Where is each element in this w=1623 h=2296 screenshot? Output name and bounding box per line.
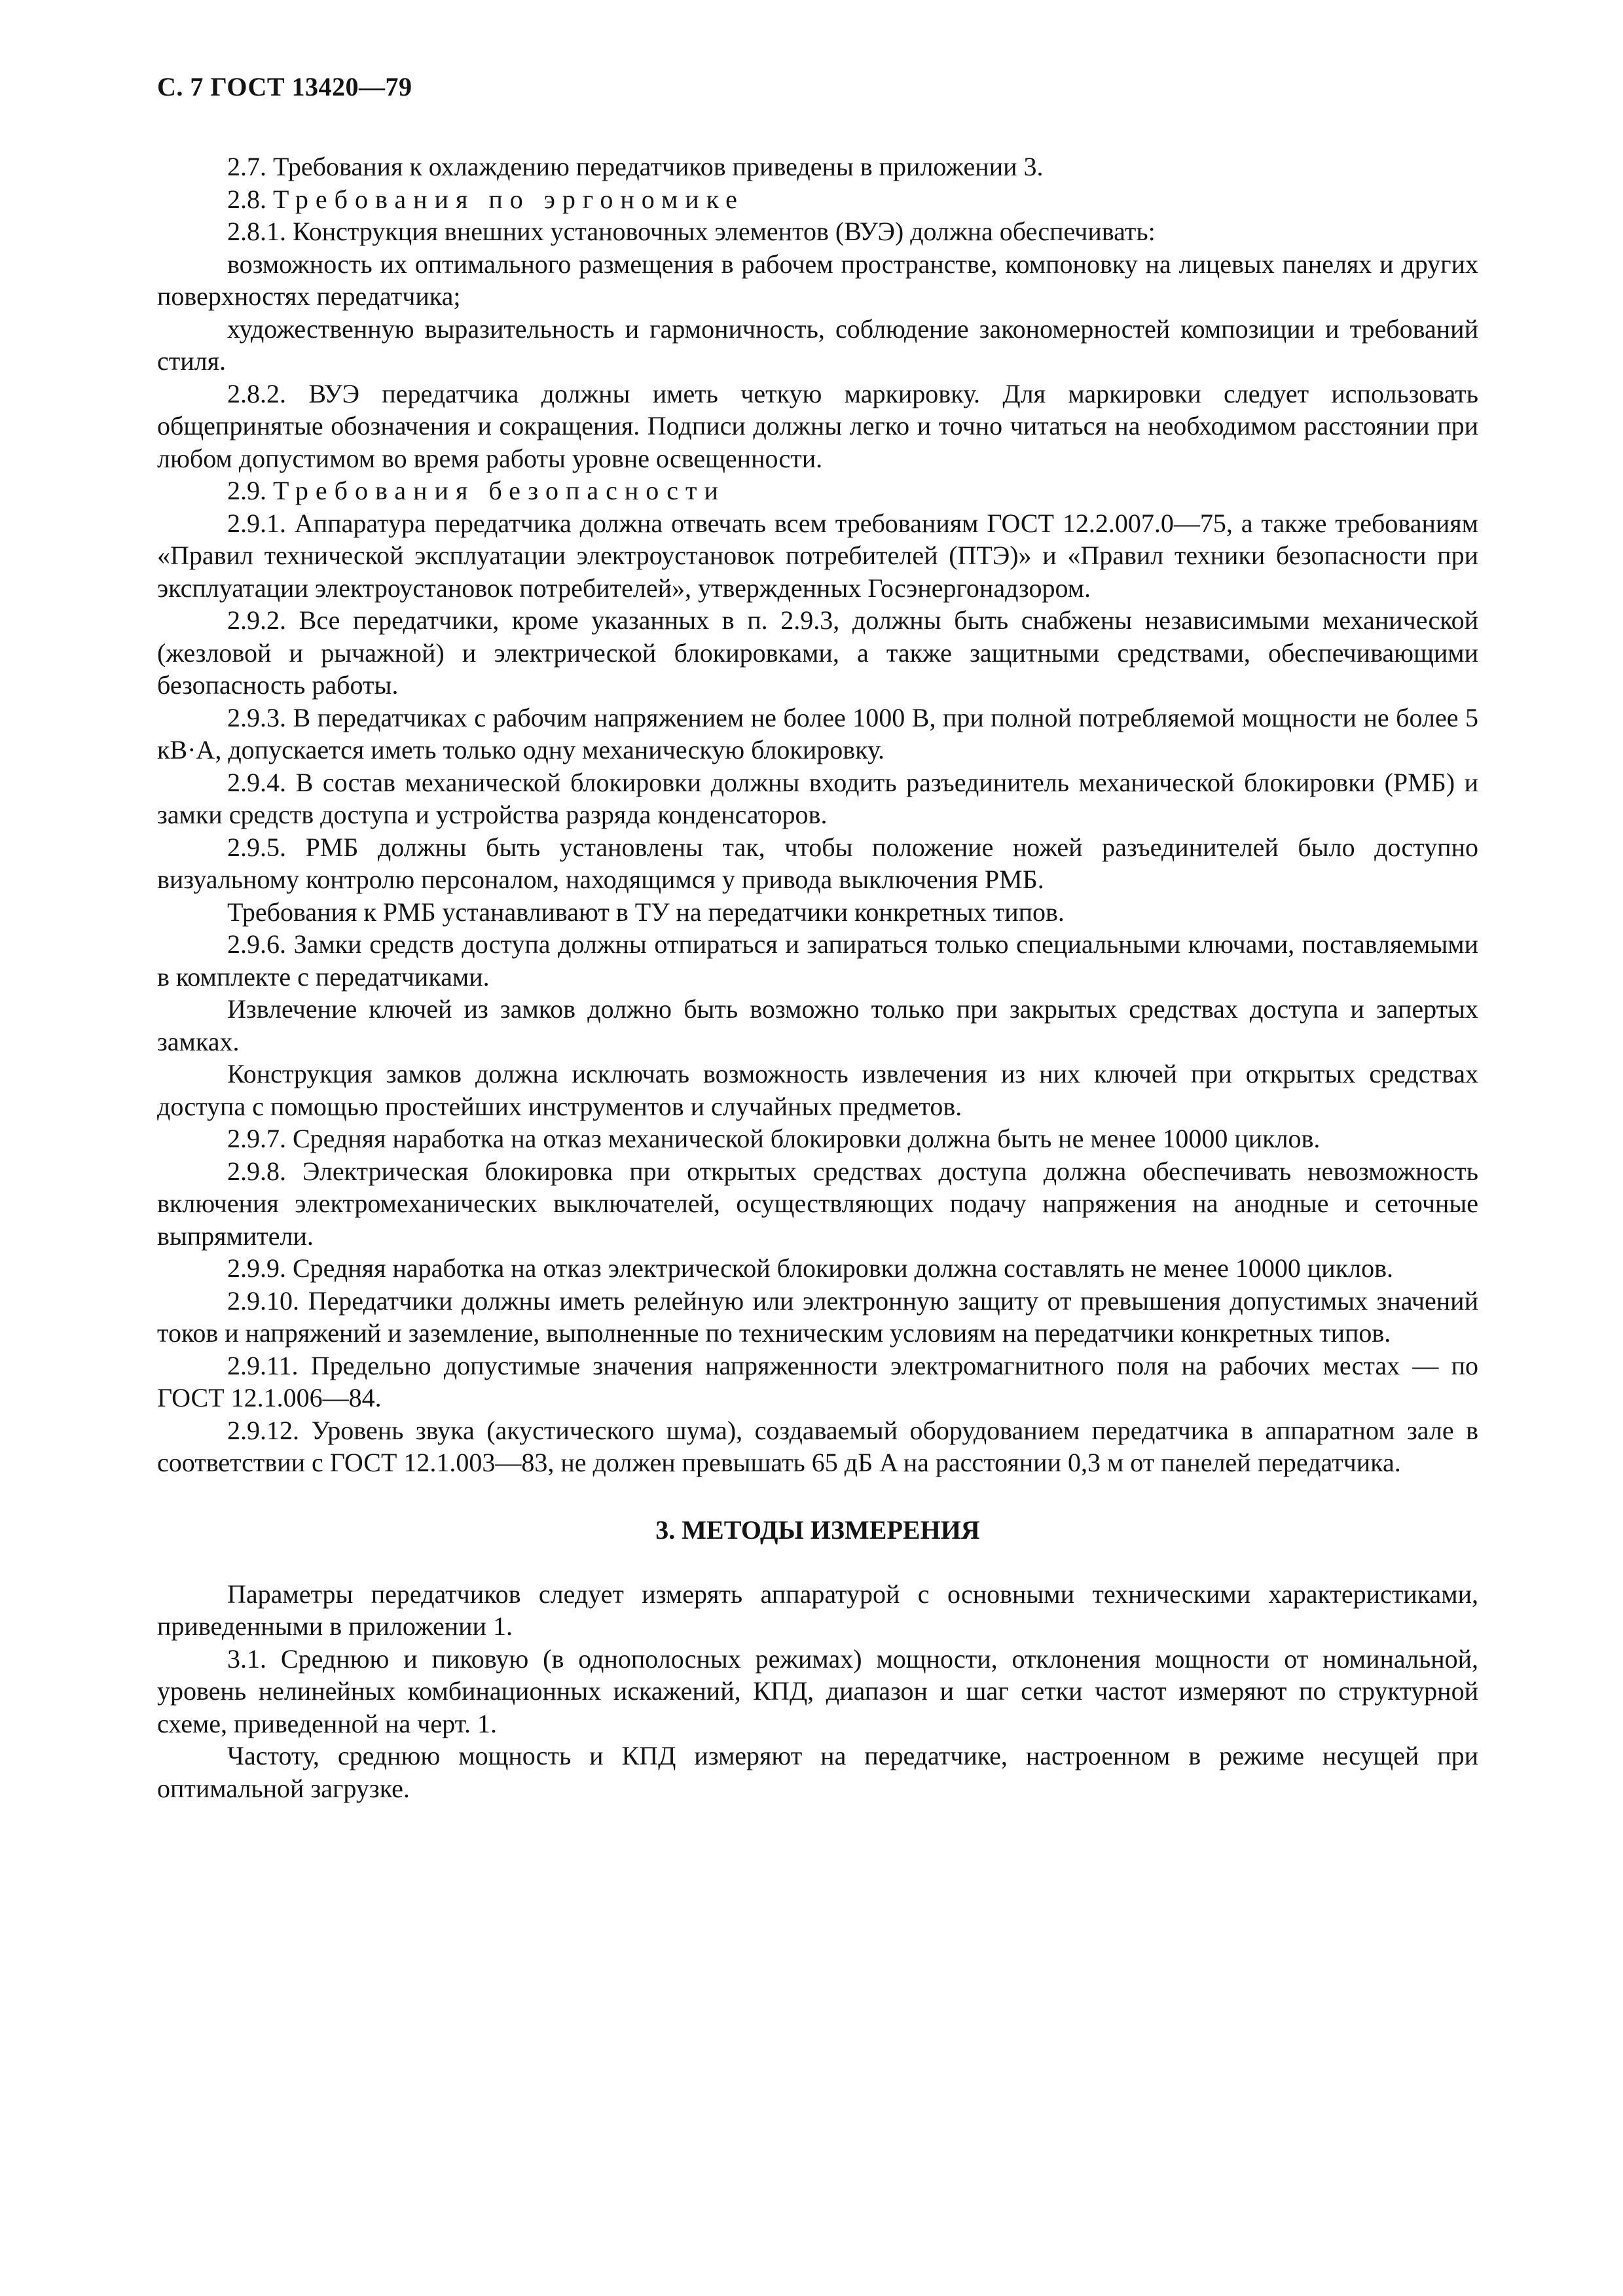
paragraph-2-9-5: 2.9.5. РМБ должны быть установлены так, чтобы положение ножей разъединителей было доступно визуальному контролю персоналом, находящимся у привода выключения РМБ.: [157, 832, 1478, 894]
section-title-measurement-methods: 3. МЕТОДЫ ИЗМЕРЕНИЯ: [655, 1515, 980, 1545]
paragraph-2-9-9: 2.9.9. Средняя наработка на отказ электрической блокировки должна составлять не менее 10000 циклов.: [227, 1253, 1393, 1283]
paragraph-2-9-4: 2.9.4. В состав механической блокировки должны входить разъединитель механической блокировки (РМБ) и замки средств доступа и устройства разряда конденсаторов.: [157, 767, 1479, 829]
paragraph-2-9-12: 2.9.12. Уровень звука (акустического шума), создаваемый оборудованием передатчика в аппаратном зале в соответствии с ГОСТ 12.1.003—83, не должен превышать 65 дБ A на расстоянии 0,3 м от панелей передатчика.: [157, 1415, 1478, 1477]
paragraph-2-8-1: 2.8.1. Конструкция внешних установочных элементов (ВУЭ) должна обеспечивать:: [227, 217, 1156, 246]
document-page: [157, 0, 1478, 2296]
paragraph-2-9-1: 2.9.1. Аппаратура передатчика должна отвечать всем требованиям ГОСТ 12.2.007.0—75, а также требованиям «Правил технической эксплуатации электроустановок потребителей (ПТЭ)» и «Правил техники безопасности при эксплуатации электроустановок потребителей», утвержденных Госэнергонадзором.: [157, 508, 1478, 603]
paragraph-measurement-intro: Параметры передатчиков следует измерять аппаратурой с основными техническими характеристиками, приведенными в приложении 1.: [157, 1579, 1478, 1641]
paragraph-2-9-3: 2.9.3. В передатчиках с рабочим напряжением не более 1000 В, при полной потребляемой мощности не более 5 кВ·А, допускается иметь только одну механическую блокировку.: [157, 702, 1478, 764]
paragraph-rmb-requirements: Требования к РМБ устанавливают в ТУ на передатчики конкретных типов.: [227, 897, 1065, 927]
paragraph-2-8-2: 2.8.2. ВУЭ передатчика должны иметь четкую маркировку. Для маркировки следует использовать общепринятые обозначения и сокращения. Подписи должны легко и точно читаться на необходимом расстоянии при любом допустимом во время работы уровне освещенности.: [157, 378, 1479, 473]
paragraph-3-1: 3.1. Среднюю и пиковую (в однополосных режимах) мощности, отклонения мощности от номинальной, уровень нелинейных комбинационных искажений, КПД, диапазон и шаг сетки частот измеряют по структурной схеме, приведенной на черт. 1.: [157, 1643, 1479, 1738]
paragraph-2-9-7: 2.9.7. Средняя наработка на отказ механической блокировки должна быть не менее 10000 циклов.: [227, 1124, 1321, 1153]
paragraph-lock-design: Конструкция замков должна исключать возможность извлечения из них ключей при открытых средствах доступа с помощью простейших инструментов и случайных предметов.: [157, 1059, 1478, 1121]
paragraph-key-extraction: Извлечение ключей из замков должно быть возможно только при закрытых средствах доступа и запертых замках.: [157, 994, 1478, 1056]
subheading-ergonomics: 2.8. Требования по эргономике: [227, 184, 744, 214]
subheading-safety: 2.9. Требования безопасности: [227, 476, 725, 505]
page-header: С. 7 ГОСТ 13420—79: [157, 72, 412, 101]
paragraph-placement: возможность их оптимального размещения в рабочем пространстве, компоновку на лицевых панелях и других поверхностях передатчика;: [157, 249, 1478, 311]
paragraph-2-9-6: 2.9.6. Замки средств доступа должны отпираться и запираться только специальными ключами, поставляемыми в комплекте с передатчиками.: [157, 929, 1479, 992]
paragraph-2-9-8: 2.9.8. Электрическая блокировка при открытых средствах доступа должна обеспечивать невозможность включения электромеханических выключателей, осуществляющих подачу напряжения на анодные и сеточные выпрямители.: [157, 1156, 1479, 1251]
paragraph-2-9-2: 2.9.2. Все передатчики, кроме указанных в п. 2.9.3, должны быть снабжены независимыми механической (жезловой и рычажной) и электрической блокировками, а также защитными средствами, обеспечивающими безопасность работы.: [157, 605, 1479, 700]
paragraph-2-9-10: 2.9.10. Передатчики должны иметь релейную или электронную защиту от превышения допустимых значений токов и напряжений и заземление, выполненные по техническим условиям на передатчики конкретных типов.: [157, 1285, 1478, 1348]
paragraph-expressiveness: художественную выразительность и гармоничность, соблюдение закономерностей композиции и требований стиля.: [157, 314, 1478, 376]
paragraph-2-7: 2.7. Требования к охлаждению передатчиков приведены в приложении 3.: [227, 152, 1044, 181]
paragraph-2-9-11: 2.9.11. Предельно допустимые значения напряженности электромагнитного поля на рабочих местах — по ГОСТ 12.1.006—84.: [157, 1350, 1479, 1412]
paragraph-frequency-power: Частоту, среднюю мощность и КПД измеряют на передатчике, настроенном в режиме несущей при оптимальной загрузке.: [157, 1741, 1478, 1803]
document-body: [157, 151, 1478, 1804]
